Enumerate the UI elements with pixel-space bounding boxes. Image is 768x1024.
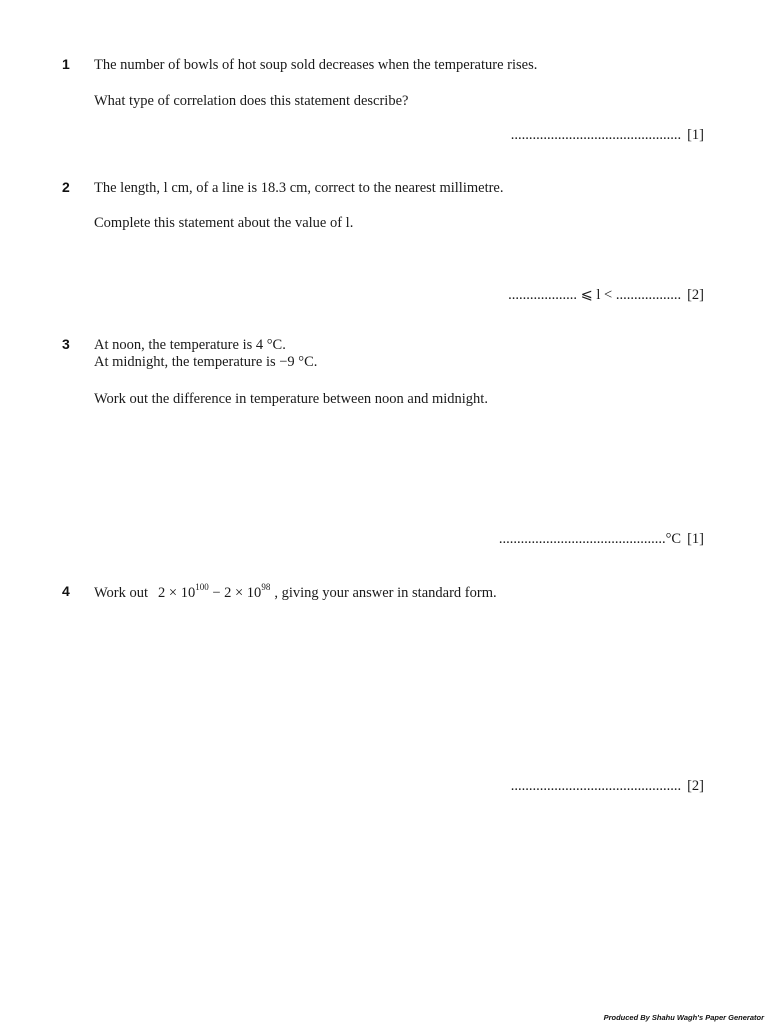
marks-label: [2] — [687, 287, 704, 303]
question-3-number: 3 — [62, 336, 70, 352]
answer-dots: ............................................... — [510, 778, 682, 794]
exponent-a: 100 — [195, 582, 209, 592]
question-3-line-2: At midnight, the temperature is −9 °C. — [94, 354, 318, 370]
question-4-answer-line[interactable] — [511, 778, 704, 795]
exponent-b: 98 — [261, 582, 271, 592]
expr-term-a: 2 × 10 — [158, 585, 196, 601]
marks-label: [1] — [687, 531, 704, 547]
question-1-prompt: What type of correlation does this statement describe? — [94, 93, 409, 109]
question-2-prompt: Complete this statement about the value of l. — [94, 215, 354, 231]
question-2-text: The length, l cm, of a line is 18.3 cm, correct to the nearest millimetre. — [94, 180, 504, 196]
question-4-outro: , giving your answer in standard form. — [274, 585, 497, 601]
question-2-number: 2 — [62, 179, 70, 195]
marks-label: [2] — [687, 778, 704, 794]
question-3-prompt: Work out the difference in temperature between noon and midnight. — [94, 391, 488, 407]
answer-dots: ............................................... — [510, 127, 682, 143]
question-2-answer-line[interactable] — [508, 287, 704, 304]
question-1-number: 1 — [62, 56, 70, 72]
question-3-answer-line[interactable] — [499, 531, 704, 548]
inequality-label: ⩽ l < — [580, 287, 613, 303]
answer-dots-left: ................... — [508, 287, 577, 303]
question-4-intro: Work out — [94, 585, 149, 601]
question-3-line-1: At noon, the temperature is 4 °C. — [94, 337, 286, 353]
unit-label: °C — [665, 531, 682, 547]
question-4-text — [94, 582, 497, 601]
footer-credit: Produced By Shahu Wagh's Paper Generator — [603, 1013, 764, 1022]
answer-dots-right: .................. — [615, 287, 682, 303]
question-4-number: 4 — [62, 583, 70, 599]
expr-term-b: − 2 × 10 — [208, 585, 262, 601]
question-1-text: The number of bowls of hot soup sold decreases when the temperature rises. — [94, 57, 538, 73]
question-1-answer-line[interactable] — [511, 127, 704, 144]
marks-label: [1] — [687, 127, 704, 143]
answer-dots: .............................................. — [498, 531, 666, 547]
math-expression — [158, 582, 271, 601]
